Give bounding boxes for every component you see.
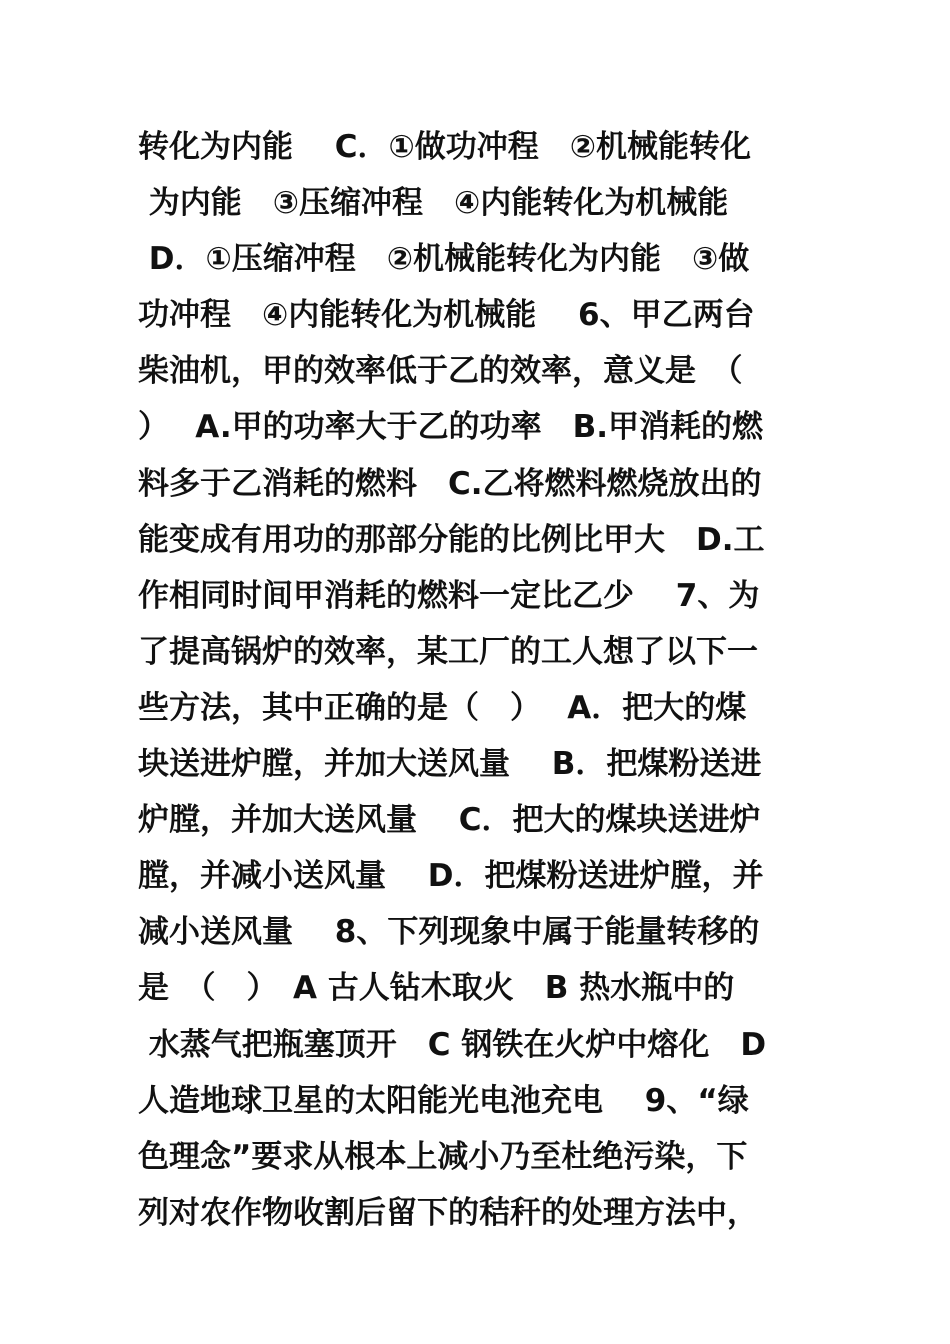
text-line-4: 功冲程 ④内能转化为机械能 6、甲乙两台 [138,297,755,334]
text-line-16: 是 （ ） A 古人钻木取火 B 热水瓶中的 [138,970,735,1007]
text-line-20: 列对农作物收割后留下的秸秆的处理方法中， [138,1194,758,1231]
question-text [138,119,818,1241]
text-line-12: 块送进炉膛，并加大送风量 B．把煤粉送进 [138,746,762,783]
text-line-2: 为内能 ③压缩冲程 ④内能转化为机械能 [138,185,729,222]
text-line-6: ） A.甲的功率大于乙的功率 B.甲消耗的燃 [138,409,764,446]
text-line-9: 作相同时间甲消耗的燃料一定比乙少 7、为 [138,577,760,614]
text-line-17: 水蒸气把瓶塞顶开 C 钢铁在火炉中熔化 D [138,1026,767,1063]
text-line-11: 些方法，其中正确的是（ ） A．把大的煤 [138,689,747,726]
text-line-15: 减小送风量 8、下列现象中属于能量转移的 [138,914,760,951]
text-line-5: 柴油机，甲的效率低于乙的效率，意义是 （ [138,353,743,390]
text-line-18: 人造地球卫星的太阳能光电池充电 9、“绿 [138,1082,749,1119]
text-line-13: 炉膛，并加大送风量 C．把大的煤块送进炉 [138,802,761,839]
text-line-8: 能变成有用功的那部分能的比例比甲大 D.工 [138,521,765,558]
text-line-19: 色理念”要求从根本上减小乃至杜绝污染，下 [138,1138,748,1175]
text-line-7: 料多于乙消耗的燃料 C.乙将燃料燃烧放出的 [138,465,762,502]
text-line-14: 膛，并减小送风量 D．把煤粉送进炉膛，并 [138,858,764,895]
text-line-3: D．①压缩冲程 ②机械能转化为内能 ③做 [138,241,750,278]
text-line-1: 转化为内能 C．①做功冲程 ②机械能转化 [138,129,752,165]
text-line-10: 了提高锅炉的效率，某工厂的工人想了以下一 [138,633,758,670]
